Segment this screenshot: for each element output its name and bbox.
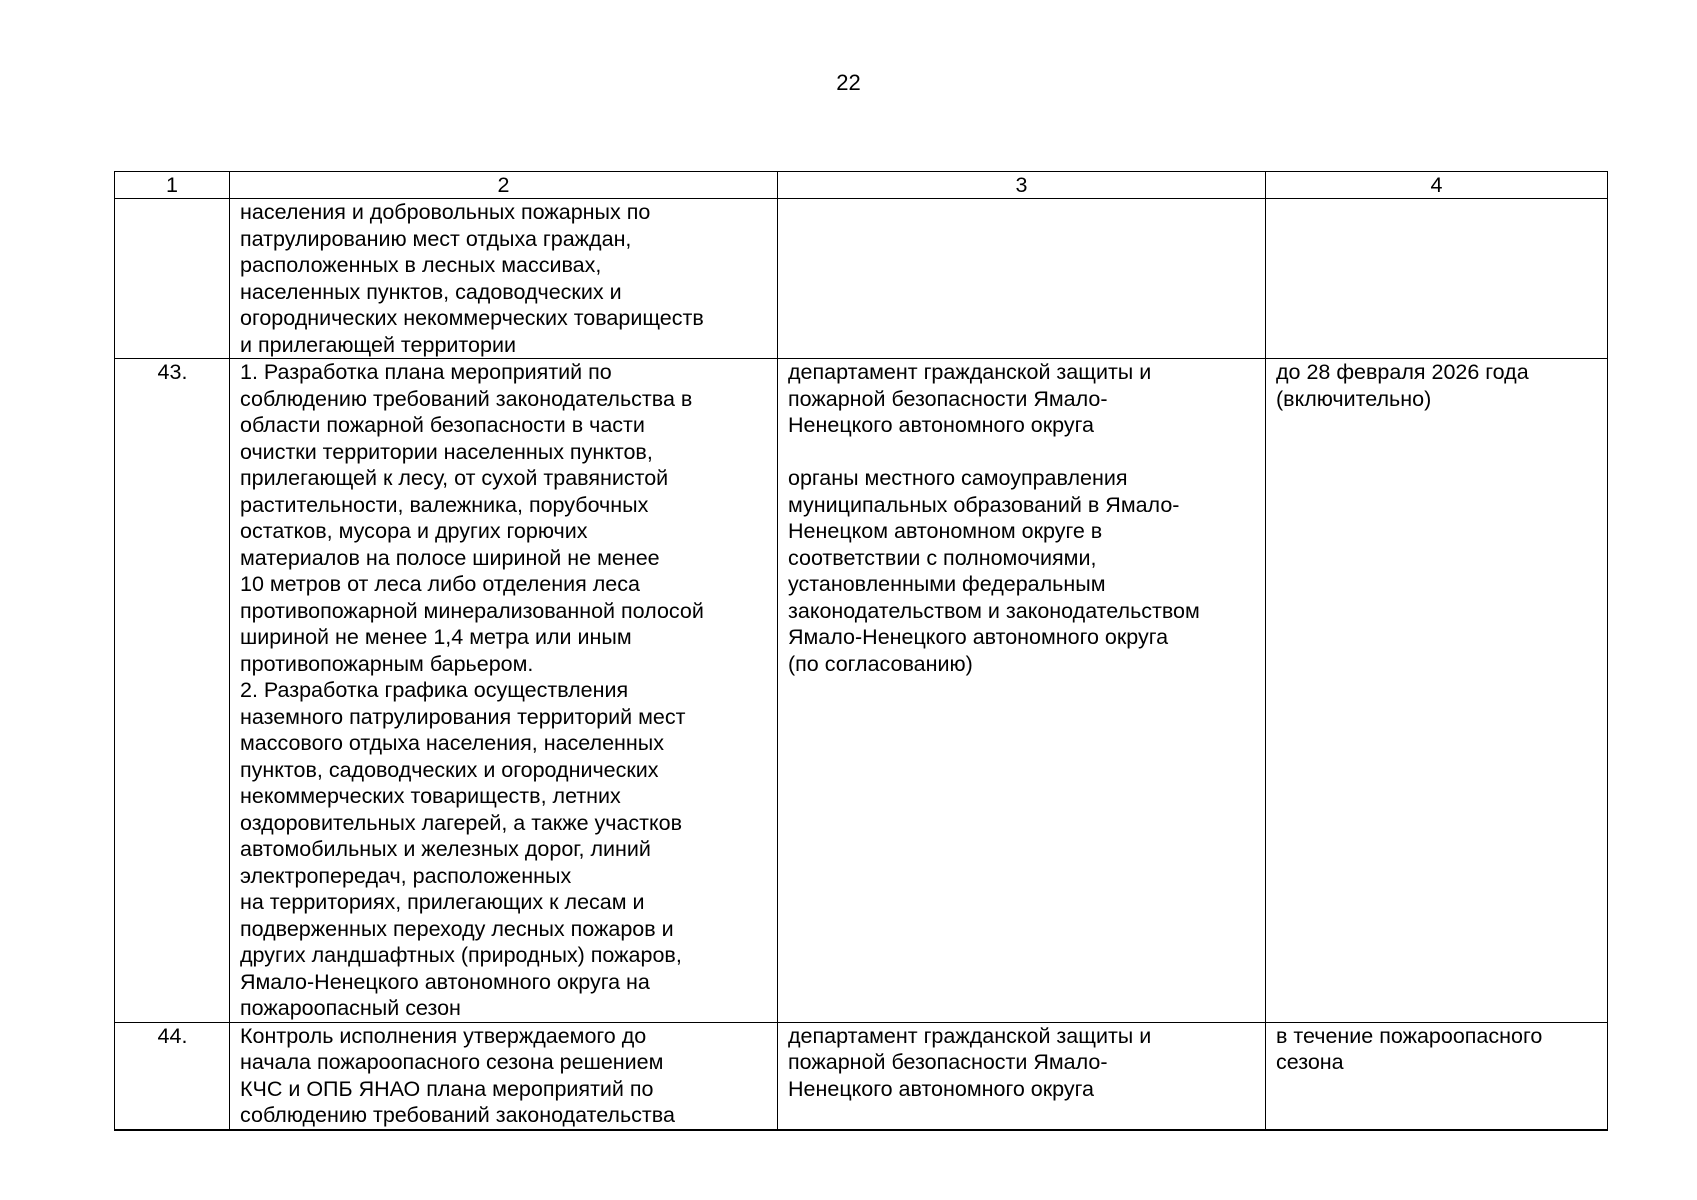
column-header-4: 4 xyxy=(1266,172,1608,199)
table-row xyxy=(115,199,1608,359)
table-row xyxy=(115,1022,1608,1130)
responsible-cell xyxy=(778,199,1266,359)
responsible-cell: департамент гражданской защиты и пожарной безопасности Ямало- Ненецкого автономного округа xyxy=(778,1022,1266,1130)
responsible-department: департамент гражданской защиты и пожарной безопасности Ямало- Ненецкого автономного округа xyxy=(788,360,1152,437)
row-number-cell xyxy=(115,199,230,359)
column-header-3: 3 xyxy=(778,172,1266,199)
row-number-cell: 43. xyxy=(115,359,230,1023)
column-header-1: 1 xyxy=(115,172,230,199)
column-header-2: 2 xyxy=(230,172,778,199)
paragraph-gap xyxy=(788,439,1256,466)
measure-cell: 1. Разработка плана мероприятий по соблюдению требований законодательства в области пожарной безопасности в части очистки территории населенных пунктов, прилегающей к лесу, от сухой травянистой растительности, валежника, порубочных остатков, мусора и других горючих материалов на полосе шириной не менее 10 метров от леса либо отделения леса противопожарной минерализованной полосой шириной не менее 1,4 метра или иным противопожарным барьером. 2. Разработка графика осуществления наземного патрулирования территорий мест массового отдыха населения, населенных пунктов, садоводческих и огороднических некоммерческих товариществ, летних оздоровительных лагерей, а также участков автомобильных и железных дорог, линий электропередач, расположенных на территориях, прилегающих к лесам и подверженных переходу лесных пожаров и других ландшафтных (природных) пожаров, Ямало-Ненецкого автономного округа на пожароопасный сезон xyxy=(230,359,778,1023)
table-header-row xyxy=(115,172,1608,199)
measure-cell: населения и добровольных пожарных по патрулированию мест отдыха граждан, расположенных в лесных массивах, населенных пунктов, садоводческих и огороднических некоммерческих товариществ и прилегающей территории xyxy=(230,199,778,359)
deadline-cell: до 28 февраля 2026 года (включительно) xyxy=(1266,359,1608,1023)
page-number: 22 xyxy=(836,70,861,95)
responsible-local-authorities: органы местного самоуправления муниципальных образований в Ямало- Ненецком автономном округе в соответствии с полномочиями, установленными федеральным законодательством и законодательством Ямало-Ненецкого автономного округа (по согласованию) xyxy=(788,466,1200,676)
measure-cell: Контроль исполнения утверждаемого до начала пожароопасного сезона решением КЧС и ОПБ ЯНАО плана мероприятий по соблюдению требований законодательства xyxy=(230,1022,778,1130)
responsible-cell xyxy=(778,359,1266,1023)
table-row xyxy=(115,359,1608,1023)
deadline-cell xyxy=(1266,199,1608,359)
measures-table xyxy=(114,171,1608,1131)
row-number-cell: 44. xyxy=(115,1022,230,1130)
deadline-cell: в течение пожароопасного сезона xyxy=(1266,1022,1608,1130)
